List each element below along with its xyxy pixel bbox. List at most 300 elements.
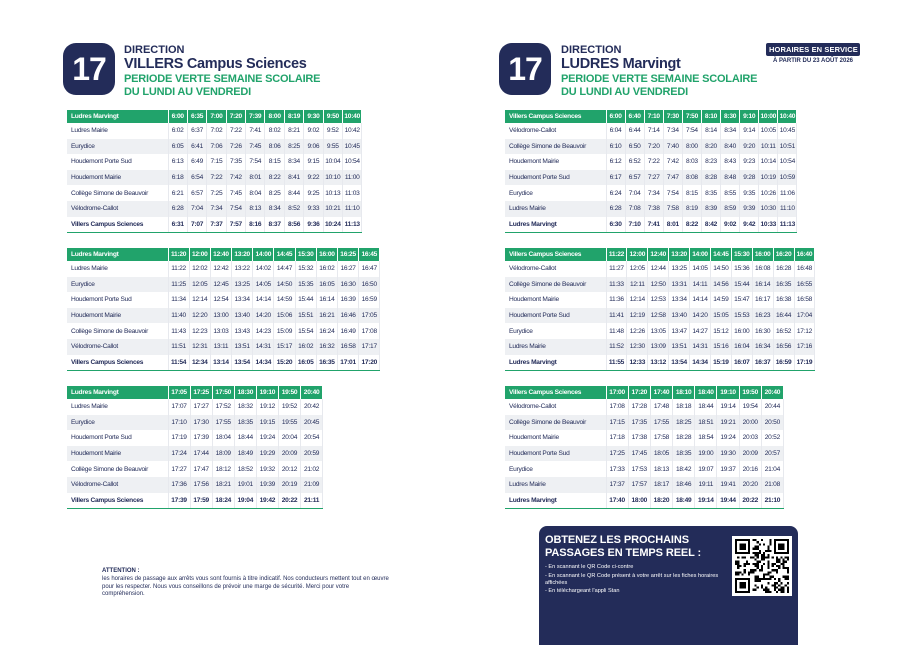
departure-time: 6:05 (168, 139, 187, 155)
departure-time: 7:04 (625, 185, 644, 201)
departure-time: 9:15 (304, 154, 323, 170)
departure-time: 6:54 (187, 170, 206, 186)
departure-time: 9:30 (304, 110, 323, 123)
departure-time: 6:02 (168, 123, 187, 139)
departure-time: 11:54 (168, 355, 189, 371)
table-row (505, 461, 784, 477)
table-row (505, 123, 797, 139)
departure-time: 6:04 (606, 123, 625, 139)
stop-name: Vélodrome-Callot (67, 477, 168, 493)
timetable-right-midday (505, 248, 815, 371)
departure-time: 14:47 (274, 261, 295, 277)
departure-time: 13:20 (669, 248, 690, 261)
departure-time: 19:01 (234, 477, 256, 493)
qr-code-icon[interactable] (732, 536, 792, 596)
departure-time: 17:07 (168, 399, 190, 415)
departure-time: 17:28 (628, 399, 650, 415)
destination-main: VILLERS (124, 56, 184, 72)
period-label: PERIODE VERTE SEMAINE SCOLAIRE (124, 73, 321, 85)
departure-time: 11:10 (343, 201, 362, 217)
departure-time: 8:41 (284, 170, 303, 186)
departure-time: 7:54 (663, 185, 682, 201)
stop-name: Ludres Marvingt (67, 386, 168, 399)
departure-time: 13:40 (669, 308, 690, 324)
table-row (67, 261, 380, 277)
departure-time: 18:20 (650, 493, 672, 509)
departure-time: 8:56 (284, 217, 303, 233)
departure-time: 20:50 (761, 415, 783, 431)
departure-time: 21:09 (301, 477, 323, 493)
departure-time: 7:20 (644, 139, 663, 155)
departure-time: 6:12 (606, 154, 625, 170)
stop-name: Houdemont Mairie (67, 170, 168, 186)
departure-time: 12:19 (627, 308, 648, 324)
departure-time: 13:09 (648, 339, 669, 355)
departure-time: 20:20 (739, 477, 761, 493)
departure-time: 16:52 (773, 323, 794, 339)
departure-time: 7:42 (226, 170, 245, 186)
attention-title: ATTENTION : (102, 568, 140, 574)
departure-time: 7:22 (207, 170, 226, 186)
departure-time: 18:09 (212, 446, 234, 462)
departure-time: 16:47 (359, 261, 380, 277)
departure-time: 12:05 (627, 261, 648, 277)
departure-time: 8:39 (701, 201, 720, 217)
stop-name: Eurydice (67, 277, 168, 293)
departure-time: 17:50 (212, 386, 234, 399)
departure-time: 7:47 (663, 170, 682, 186)
stop-name: Villers Campus Sciences (505, 386, 606, 399)
stop-name: Houdemont Porte Sud (505, 446, 606, 462)
departure-time: 16:02 (316, 261, 337, 277)
departure-time: 17:55 (212, 415, 234, 431)
departure-time: 13:47 (669, 323, 690, 339)
departure-time: 12:34 (189, 355, 210, 371)
departure-time: 16:02 (295, 339, 316, 355)
departure-time: 16:14 (316, 292, 337, 308)
departure-time: 14:45 (274, 248, 295, 261)
departure-time: 7:15 (207, 154, 226, 170)
departure-time: 6:21 (168, 185, 187, 201)
departure-time: 8:59 (721, 201, 740, 217)
departure-time: 7:02 (207, 123, 226, 139)
departure-time: 17:12 (794, 323, 815, 339)
departure-time: 15:09 (274, 323, 295, 339)
departure-time: 18:13 (650, 461, 672, 477)
departure-time: 15:47 (731, 292, 752, 308)
table-row (67, 123, 362, 139)
departure-time: 14:23 (253, 323, 274, 339)
departure-time: 18:35 (673, 446, 695, 462)
departure-time: 7:10 (644, 110, 663, 123)
departure-time: 17:25 (190, 386, 212, 399)
departure-time: 8:16 (246, 217, 265, 233)
departure-time: 9:22 (304, 170, 323, 186)
departure-time: 7:50 (682, 110, 701, 123)
departure-time: 19:50 (278, 386, 300, 399)
departure-time: 19:50 (739, 386, 761, 399)
departure-time: 7:41 (246, 123, 265, 139)
departure-time: 19:52 (278, 399, 300, 415)
departure-time: 7:10 (625, 217, 644, 233)
departure-time: 17:30 (190, 415, 212, 431)
timetable-right-evening (505, 386, 784, 509)
departure-time: 7:40 (663, 139, 682, 155)
stop-name: Villers Campus Sciences (505, 110, 606, 123)
stop-name: Villers Campus Sciences (505, 248, 606, 261)
departure-time: 9:52 (323, 123, 342, 139)
departure-time: 19:39 (256, 477, 278, 493)
departure-time: 9:50 (323, 110, 342, 123)
departure-time: 17:20 (359, 355, 380, 371)
departure-time: 20:57 (761, 446, 783, 462)
table-row (67, 170, 362, 186)
departure-time: 6:52 (625, 154, 644, 170)
stop-name: Ludres Marvingt (505, 217, 606, 233)
table-row (67, 386, 323, 399)
table-row (505, 415, 784, 431)
departure-time: 16:49 (338, 323, 359, 339)
stop-name: Vélodrome-Callot (505, 261, 606, 277)
days-label: DU LUNDI AU VENDREDI (561, 85, 688, 98)
departure-time: 12:05 (189, 277, 210, 293)
departure-time: 10:24 (323, 217, 342, 233)
departure-time: 19:04 (234, 493, 256, 509)
table-row (505, 248, 815, 261)
departure-time: 8:19 (284, 110, 303, 123)
promo-title: OBTENEZ LES PROCHAINS PASSAGES EN TEMPS REEL : (545, 534, 702, 559)
departure-time: 14:14 (253, 292, 274, 308)
table-row (505, 292, 815, 308)
departure-time: 19:10 (717, 386, 739, 399)
departure-time: 11:48 (606, 323, 627, 339)
stop-name: Houdemont Porte Sud (67, 292, 168, 308)
departure-time: 15:17 (274, 339, 295, 355)
departure-time: 21:11 (301, 493, 323, 509)
departure-time: 17:40 (650, 386, 672, 399)
direction-header-left (124, 44, 320, 98)
departure-time: 17:01 (338, 355, 359, 371)
departure-time: 12:42 (210, 261, 231, 277)
departure-time: 9:25 (304, 185, 323, 201)
departure-time: 6:50 (625, 139, 644, 155)
stop-name: Collège Simone de Beauvoir (67, 461, 168, 477)
departure-time: 7:20 (226, 110, 245, 123)
departure-time: 14:20 (253, 308, 274, 324)
departure-time: 10:21 (323, 201, 342, 217)
departure-time: 10:42 (343, 123, 362, 139)
departure-time: 17:27 (190, 399, 212, 415)
departure-time: 11:22 (606, 248, 627, 261)
departure-time: 8:22 (265, 170, 284, 186)
departure-time: 13:51 (232, 339, 253, 355)
table-row (67, 201, 362, 217)
departure-time: 19:32 (256, 461, 278, 477)
departure-time: 7:34 (663, 123, 682, 139)
departure-time: 12:30 (627, 339, 648, 355)
departure-time: 13:05 (648, 323, 669, 339)
departure-time: 18:05 (650, 446, 672, 462)
table-row (67, 339, 380, 355)
departure-time: 9:55 (323, 139, 342, 155)
departure-time: 13:00 (210, 308, 231, 324)
departure-time: 20:09 (739, 446, 761, 462)
departure-time: 6:28 (606, 201, 625, 217)
departure-time: 7:08 (625, 201, 644, 217)
departure-time: 8:48 (721, 170, 740, 186)
departure-time: 8:35 (701, 185, 720, 201)
departure-time: 7:22 (644, 154, 663, 170)
departure-time: 16:05 (295, 355, 316, 371)
departure-time: 9:39 (740, 201, 759, 217)
stop-name: Houdemont Porte Sud (505, 308, 606, 324)
departure-time: 8:28 (701, 170, 720, 186)
departure-time: 13:54 (232, 355, 253, 371)
departure-time: 20:09 (278, 446, 300, 462)
departure-time: 11:00 (343, 170, 362, 186)
departure-time: 11:33 (606, 277, 627, 293)
departure-time: 18:52 (234, 461, 256, 477)
departure-time: 8:20 (701, 139, 720, 155)
departure-time: 20:59 (301, 446, 323, 462)
departure-time: 15:19 (710, 355, 731, 371)
departure-time: 18:32 (234, 399, 256, 415)
departure-time: 6:40 (625, 110, 644, 123)
departure-time: 14:05 (253, 277, 274, 293)
departure-time: 12:02 (189, 261, 210, 277)
departure-time: 14:27 (690, 323, 711, 339)
direction-label: DIRECTION (561, 44, 622, 56)
table-row (67, 248, 380, 261)
departure-time: 7:41 (644, 217, 663, 233)
timetable-left-midday (67, 248, 380, 371)
departure-time: 17:35 (628, 415, 650, 431)
departure-time: 12:20 (189, 308, 210, 324)
departure-time: 17:44 (190, 446, 212, 462)
departure-time: 6:10 (606, 139, 625, 155)
departure-time: 9:10 (740, 110, 759, 123)
departure-time: 10:30 (759, 201, 778, 217)
table-row (505, 261, 815, 277)
departure-time: 13:54 (669, 355, 690, 371)
departure-time: 19:29 (256, 446, 278, 462)
departure-time: 19:15 (256, 415, 278, 431)
attention-text: les horaires de passage aux arrêts vous sont fournis à titre indicatif. Nos conducteurs mettent tout en œuvre pour les respecter. Nous vous conseillons de prévoir une marge de sécurité. Merci pour votre compréhension. (102, 576, 389, 598)
departure-time: 13:20 (232, 248, 253, 261)
departure-time: 7:45 (246, 139, 265, 155)
table-row (67, 277, 380, 293)
departure-time: 9:14 (740, 123, 759, 139)
stop-name: Ludres Marvingt (67, 110, 168, 123)
departure-time: 6:28 (168, 201, 187, 217)
departure-time: 15:51 (295, 308, 316, 324)
table-row (505, 477, 784, 493)
stop-name: Collège Simone de Beauvoir (505, 415, 606, 431)
departure-time: 15:32 (295, 261, 316, 277)
departure-time: 6:17 (606, 170, 625, 186)
departure-time: 7:37 (207, 217, 226, 233)
departure-time: 10:40 (778, 110, 797, 123)
departure-time: 13:25 (232, 277, 253, 293)
table-row (505, 339, 815, 355)
destination-sub: Marvingt (622, 56, 681, 72)
departure-time: 18:42 (673, 461, 695, 477)
departure-time: 9:42 (740, 217, 759, 233)
departure-time: 12:40 (648, 248, 669, 261)
departure-time: 16:00 (752, 248, 773, 261)
stop-name: Eurydice (505, 323, 606, 339)
departure-time: 20:42 (301, 399, 323, 415)
table-row (505, 430, 784, 446)
departure-time: 17:33 (606, 461, 628, 477)
departure-time: 13:12 (648, 355, 669, 371)
table-row (67, 446, 323, 462)
departure-time: 9:35 (740, 185, 759, 201)
departure-time: 8:00 (265, 110, 284, 123)
departure-time: 12:23 (189, 323, 210, 339)
departure-time: 9:02 (304, 123, 323, 139)
service-badge (766, 43, 860, 64)
departure-time: 20:12 (278, 461, 300, 477)
departure-time: 14:31 (690, 339, 711, 355)
departure-time: 15:36 (731, 261, 752, 277)
departure-time: 10:10 (323, 170, 342, 186)
departure-time: 9:36 (304, 217, 323, 233)
departure-time: 14:50 (274, 277, 295, 293)
departure-time: 17:38 (628, 430, 650, 446)
departure-time: 12:33 (627, 355, 648, 371)
departure-time: 13:25 (669, 261, 690, 277)
table-row (505, 399, 784, 415)
table-row (505, 154, 797, 170)
departure-time: 10:05 (759, 123, 778, 139)
departure-time: 7:04 (187, 201, 206, 217)
departure-time: 12:31 (189, 339, 210, 355)
departure-time: 18:17 (650, 477, 672, 493)
table-row (67, 139, 362, 155)
departure-time: 18:35 (234, 415, 256, 431)
departure-time: 6:41 (187, 139, 206, 155)
stop-name: Houdemont Porte Sud (67, 154, 168, 170)
departure-time: 8:00 (682, 139, 701, 155)
departure-time: 16:39 (338, 292, 359, 308)
departure-time: 19:10 (256, 386, 278, 399)
departure-time: 17:39 (190, 430, 212, 446)
departure-time: 12:54 (210, 292, 231, 308)
departure-time: 8:44 (284, 185, 303, 201)
departure-time: 19:30 (717, 446, 739, 462)
departure-time: 18:51 (695, 415, 717, 431)
table-row (67, 154, 362, 170)
stop-name: Ludres Mairie (67, 399, 168, 415)
departure-time: 6:00 (606, 110, 625, 123)
table-row (67, 493, 323, 509)
departure-time: 17:24 (168, 446, 190, 462)
service-title: HORAIRES EN SERVICE (766, 43, 860, 56)
departure-time: 15:30 (731, 248, 752, 261)
departure-time: 16:58 (794, 292, 815, 308)
departure-time: 10:13 (323, 185, 342, 201)
departure-time: 8:04 (246, 185, 265, 201)
departure-time: 14:45 (710, 248, 731, 261)
destination (124, 56, 320, 72)
departure-time: 14:34 (690, 355, 711, 371)
table-row (505, 139, 797, 155)
stop-name: Collège Simone de Beauvoir (505, 277, 606, 293)
departure-time: 20:40 (761, 386, 783, 399)
table-row (505, 110, 797, 123)
departure-time: 7:58 (663, 201, 682, 217)
departure-time: 11:43 (168, 323, 189, 339)
departure-time: 19:11 (695, 477, 717, 493)
departure-time: 6:24 (606, 185, 625, 201)
table-row (67, 292, 380, 308)
table-row (505, 170, 797, 186)
departure-time: 10:04 (323, 154, 342, 170)
departure-time: 16:56 (773, 339, 794, 355)
departure-time: 14:31 (253, 339, 274, 355)
departure-time: 12:53 (648, 292, 669, 308)
departure-time: 19:37 (717, 461, 739, 477)
departure-time: 14:59 (274, 292, 295, 308)
departure-time: 16:58 (338, 339, 359, 355)
departure-time: 15:44 (295, 292, 316, 308)
table-row (67, 477, 323, 493)
departure-time: 16:08 (752, 261, 773, 277)
departure-time: 16:14 (752, 277, 773, 293)
stop-name: Villers Campus Sciences (67, 217, 168, 233)
departure-time: 16:46 (338, 308, 359, 324)
stop-name: Eurydice (505, 185, 606, 201)
departure-time: 12:00 (189, 248, 210, 261)
departure-time: 17:52 (212, 399, 234, 415)
departure-time: 17:48 (650, 399, 672, 415)
departure-time: 7:54 (226, 201, 245, 217)
timetable-left-morning (67, 110, 362, 233)
departure-time: 11:34 (168, 292, 189, 308)
departure-time: 10:54 (343, 154, 362, 170)
departure-time: 20:44 (761, 399, 783, 415)
departure-time: 11:10 (778, 201, 797, 217)
departure-time: 17:53 (628, 461, 650, 477)
departure-time: 11:20 (168, 248, 189, 261)
departure-time: 19:41 (717, 477, 739, 493)
departure-time: 14:05 (690, 261, 711, 277)
service-date: À PARTIR DU 23 AOÛT 2026 (772, 58, 854, 64)
realtime-promo (539, 526, 798, 645)
departure-time: 10:40 (343, 110, 362, 123)
departure-time: 18:44 (234, 430, 256, 446)
table-row (67, 308, 380, 324)
departure-time: 11:41 (606, 308, 627, 324)
departure-time: 14:11 (690, 277, 711, 293)
departure-time: 8:43 (721, 154, 740, 170)
departure-time: 10:54 (778, 154, 797, 170)
departure-time: 12:50 (648, 277, 669, 293)
departure-time: 10:51 (778, 139, 797, 155)
departure-time: 8:34 (721, 123, 740, 139)
departure-time: 16:25 (338, 248, 359, 261)
departure-time: 17:16 (794, 339, 815, 355)
table-row (67, 217, 362, 233)
departure-time: 7:30 (663, 110, 682, 123)
departure-time: 17:55 (650, 415, 672, 431)
departure-time: 6:57 (625, 170, 644, 186)
departure-time: 14:56 (710, 277, 731, 293)
departure-time: 11:51 (168, 339, 189, 355)
departure-time: 19:54 (739, 399, 761, 415)
departure-time: 6:49 (187, 154, 206, 170)
